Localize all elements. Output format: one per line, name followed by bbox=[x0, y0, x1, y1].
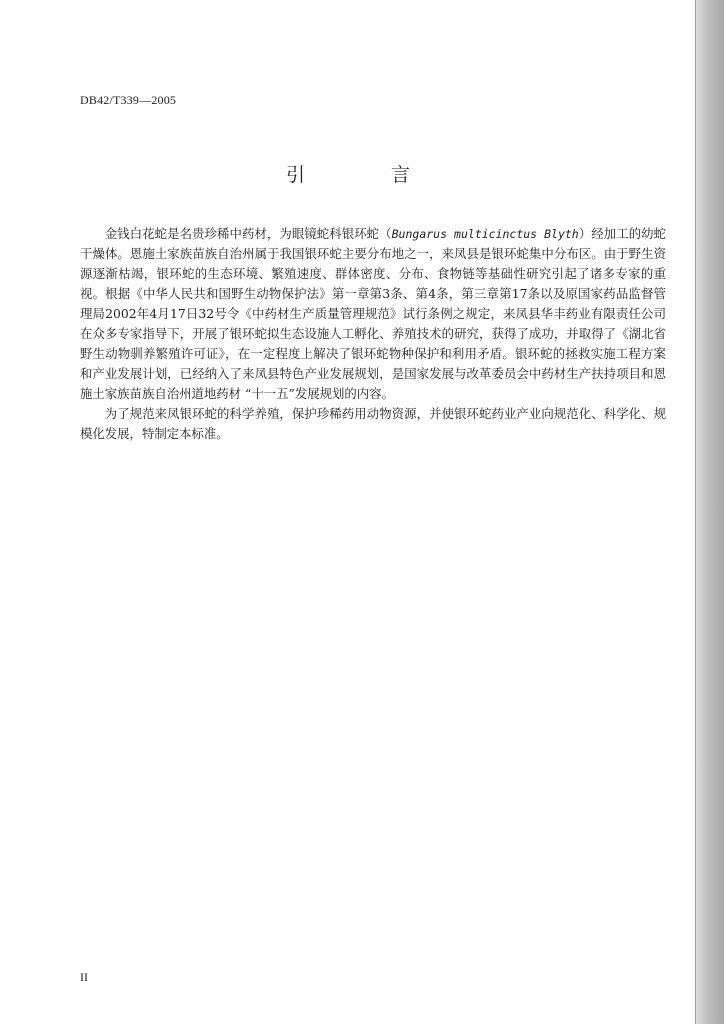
paragraph-1-text-b: ）经加工的幼蛇干燥体。恩施土家族苗族自治州属于我国银环蛇主要分布地之一，来凤县是银环蛇集中分布区。由于野生资源逐渐枯竭，银环蛇的生态环境、繁殖速度、群体密度、分布、食物链等基础性研究引起了诸多专家的重视。根据《中华人民共和国野生动物保护法》第一章第3条、第4条，第三章第17条以及原国家药品监督管理局2002年4月17日32号令《中药材生产质量管理规范》试行条例之规定，来凤县华丰药业有限责任公司在众多专家指导下，开展了银环蛇拟生态设施人工孵化、养殖技术的研究，获得了成功，并取得了《湖北省野生动物驯养繁殖许可证》，在一定程度上解决了银环蛇物种保护和利用矛盾。银环蛇的拯救实施工程方案和产业发展计划，已经纳入了来凤县特色产业发展规划，是国家发展与改革委员会中药材生产扶持项目和恩施土家族苗族自治州道地药材 “十一五”发展规划的内容。 bbox=[80, 226, 667, 401]
paragraph-2: 为了规范来凤银环蛇的科学养殖，保护珍稀药用动物资源，并使银环蛇药业产业向规范化、科学化、规模化发展，特制定本标准。 bbox=[80, 406, 666, 441]
paragraph-1 bbox=[80, 224, 666, 404]
introduction-body bbox=[80, 224, 666, 444]
page-number: II bbox=[80, 970, 88, 984]
section-title: 引 言 bbox=[285, 164, 451, 186]
latin-species-name: Bungarus multicinctus Blyth bbox=[391, 227, 579, 241]
document-code: DB42/T339—2005 bbox=[80, 93, 177, 107]
scan-edge-shadow bbox=[696, 0, 724, 1024]
paragraph-1-text-a: 金钱白花蛇是名贵珍稀中药材，为眼镜蛇科银环蛇（ bbox=[104, 226, 392, 241]
